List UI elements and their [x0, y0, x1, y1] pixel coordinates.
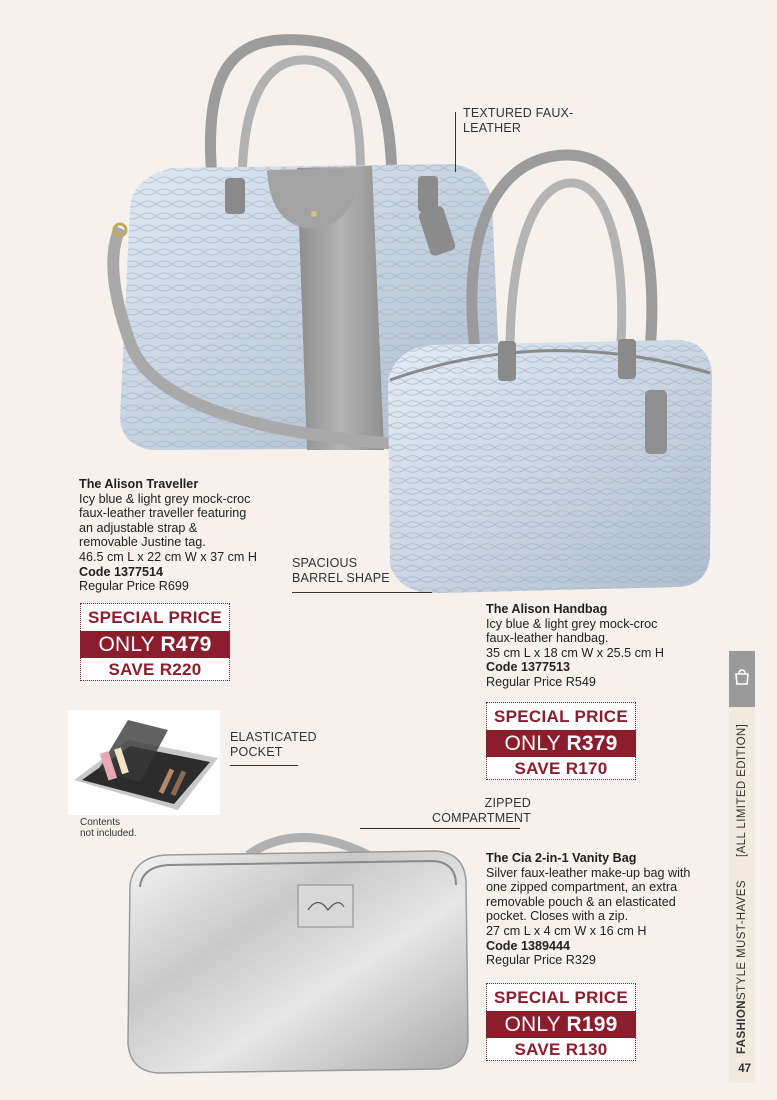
vanity-info	[486, 851, 690, 968]
textured-callout-leader	[455, 112, 456, 172]
barrel-callout-leader	[292, 592, 432, 593]
barrel-shape-callout	[292, 556, 390, 586]
product-name: The Alison Handbag	[486, 602, 608, 616]
vanity-price-box	[486, 983, 636, 1061]
special-price-label: SPECIAL PRICE	[494, 707, 628, 726]
contents-note-line-2: not included.	[80, 828, 137, 839]
handbag-price-box	[486, 702, 636, 780]
elasticated-callout-leader	[230, 765, 298, 766]
contents-note	[80, 817, 137, 839]
save-amount: SAVE R130	[514, 1040, 608, 1059]
only-price-banner	[486, 730, 636, 757]
description-line: an adjustable strap &	[79, 520, 198, 535]
page-number	[738, 1063, 751, 1075]
only-label: ONLY	[98, 633, 155, 656]
callout-line-2: LEATHER	[463, 121, 522, 135]
save-amount: SAVE R220	[108, 660, 202, 679]
shopping-bag-icon	[733, 668, 751, 691]
callout-line-1: TEXTURED FAUX-	[463, 106, 574, 120]
section-side-tab	[729, 651, 755, 1083]
textured-faux-leather-callout	[463, 106, 573, 136]
callout-line-2: BARREL SHAPE	[292, 571, 390, 585]
regular-price: Regular Price R549	[486, 674, 596, 689]
traveller-info	[79, 477, 257, 594]
zipped-callout-leader	[360, 828, 520, 829]
cia-vanity-bag-photo	[118, 815, 473, 1077]
only-price: R379	[566, 732, 618, 755]
vanity-bag-open-photo	[68, 710, 220, 815]
alison-handbag-photo	[360, 145, 725, 600]
section-title-rest: STYLE MUST-HAVES	[736, 880, 748, 1001]
only-price-banner	[80, 631, 230, 658]
limited-edition-label: [ALL LIMITED EDITION]	[736, 723, 748, 857]
only-label: ONLY	[504, 732, 561, 755]
contents-note-line-1: Contents	[80, 817, 121, 828]
description-line: pocket. Closes with a zip.	[486, 909, 629, 924]
callout-line-1: SPACIOUS	[292, 556, 358, 570]
description-line: one zipped compartment, an extra	[486, 880, 678, 895]
dimensions-line: 46.5 cm L x 22 cm W x 37 cm H	[79, 549, 257, 564]
only-label: ONLY	[504, 1013, 561, 1036]
section-tab-marker	[729, 651, 755, 707]
description-line: faux-leather traveller featuring	[79, 506, 247, 521]
regular-price: Regular Price R699	[79, 579, 189, 594]
description-line: Icy blue & light grey mock-croc	[486, 616, 658, 631]
special-price-label: SPECIAL PRICE	[494, 988, 628, 1007]
dimensions-line: 27 cm L x 4 cm W x 16 cm H	[486, 923, 647, 938]
description-line: removable Justine tag.	[79, 535, 206, 550]
product-code: Code 1389444	[486, 938, 571, 953]
only-price: R479	[160, 633, 212, 656]
regular-price: Regular Price R329	[486, 953, 596, 968]
only-price: R199	[566, 1013, 618, 1036]
save-amount: SAVE R170	[514, 759, 608, 778]
section-title	[729, 871, 755, 1063]
elasticated-pocket-callout	[230, 730, 317, 760]
description-line: faux-leather handbag.	[486, 631, 609, 646]
section-title-bold: FASHION	[736, 1000, 748, 1054]
description-line: removable pouch & an elasticated	[486, 894, 676, 909]
product-code: Code 1377513	[486, 660, 571, 675]
description-line: Silver faux-leather make-up bag with	[486, 865, 691, 880]
callout-line-1: ELASTICATED	[230, 730, 317, 744]
product-code: Code 1377514	[79, 564, 164, 579]
description-line: Icy blue & light grey mock-croc	[79, 491, 251, 506]
page-number-value: 47	[738, 1063, 751, 1075]
callout-line-1: ZIPPED	[484, 796, 531, 810]
product-name: The Cia 2-in-1 Vanity Bag	[486, 851, 637, 865]
product-name: The Alison Traveller	[79, 477, 199, 491]
zipped-compartment-callout	[432, 796, 531, 826]
only-price-banner	[486, 1011, 636, 1038]
handbag-info	[486, 602, 664, 690]
traveller-price-box	[80, 603, 230, 681]
dimensions-line: 35 cm L x 18 cm W x 25.5 cm H	[486, 645, 664, 660]
special-price-label: SPECIAL PRICE	[88, 608, 222, 627]
callout-line-2: POCKET	[230, 745, 283, 759]
callout-line-2: COMPARTMENT	[432, 811, 531, 825]
